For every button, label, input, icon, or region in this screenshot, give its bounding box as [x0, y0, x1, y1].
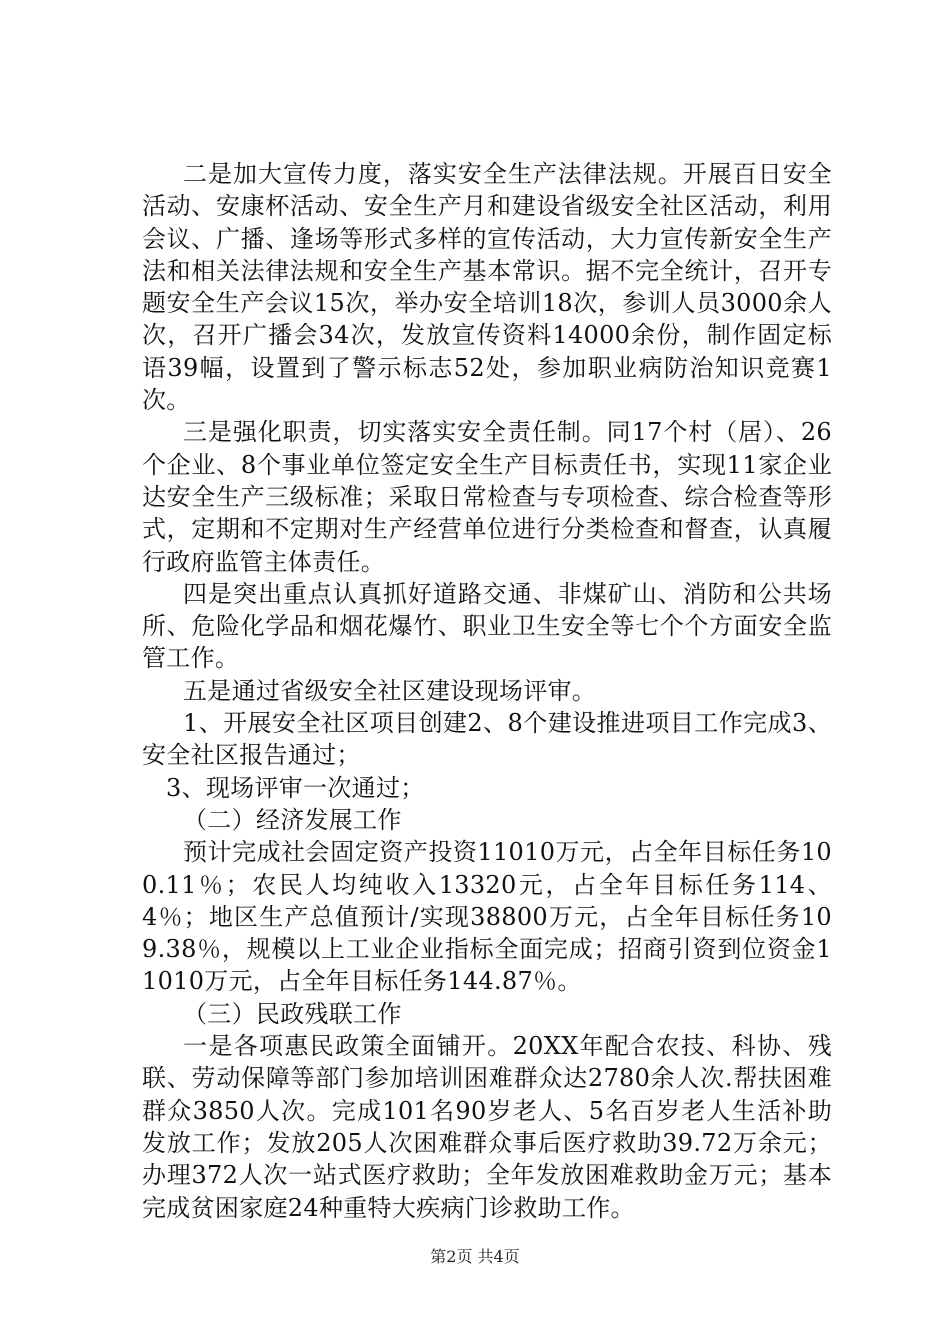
page-number-footer: 第2页 共4页 — [430, 1247, 520, 1266]
paragraph-publicity: 二是加大宣传力度，落实安全生产法律法规。开展百日安全活动、安康杯活动、安全生产月和建设省级安全社区活动，利用会议、广播、逢场等形式多样的宣传活动，大力宣传新安全生产法和相关法律法规和安全生产基本常识。据不完全统计，召开专题安全生产会议15次，举办安全培训18次，参训人员3000余人次，召开广播会34次，发放宣传资料14000余份，制作固定标语39幅，设置到了警示标志52处，参加职业病防治知识竞赛1次。 — [142, 160, 832, 415]
paragraph-key-supervision: 四是突出重点认真抓好道路交通、非煤矿山、消防和公共场所、危险化学品和烟花爆竹、职业卫生安全等七个个方面安全监管工作。 — [142, 579, 832, 673]
paragraph-onsite-review: 3、现场评审一次通过； — [166, 773, 425, 802]
paragraph-responsibility: 三是强化职责，切实落实安全责任制。同17个村（居）、26个企业、8个事业单位签定安全生产目标责任书，实现11家企业达安全生产三级标准；采取日常检查与专项检查、综合检查等形式，定期和不定期对生产经营单位进行分类检查和督查，认真履行政府监管主体责任。 — [142, 418, 832, 576]
document-body — [142, 158, 832, 1224]
section-heading-civil-affairs: （三）民政残联工作 — [183, 999, 402, 1028]
paragraph-community-review: 五是通过省级安全社区建设现场评审。 — [183, 676, 597, 705]
paragraph-community-items: 1、开展安全社区项目创建2、8个建设推进项目工作完成3、安全社区报告通过； — [142, 709, 832, 770]
paragraph-civil-affairs: 一是各项惠民政策全面铺开。20XX年配合农技、科协、残联、劳动保障等部门参加培训困难群众达2780余人次.帮扶困难群众3850人次。完成101名90岁老人、5名百岁老人生活补助发放工作；发放205人次困难群众事后医疗救助39.72万余元；办理372人次一站式医疗救助；全年发放困难救助金万元；基本完成贫困家庭24种重特大疾病门诊救助工作。 — [142, 1032, 832, 1222]
section-heading-economy: （二）经济发展工作 — [183, 805, 402, 834]
paragraph-economy: 预计完成社会固定资产投资11010万元，占全年目标任务100.11％；农民人均纯收入13320元，占全年目标任务114、4％；地区生产总值预计/实现38800万元，占全年目标任务109.38％，规模以上工业企业指标全面完成；招商引资到位资金11010万元，占全年目标任务144.87％。 — [142, 838, 832, 996]
